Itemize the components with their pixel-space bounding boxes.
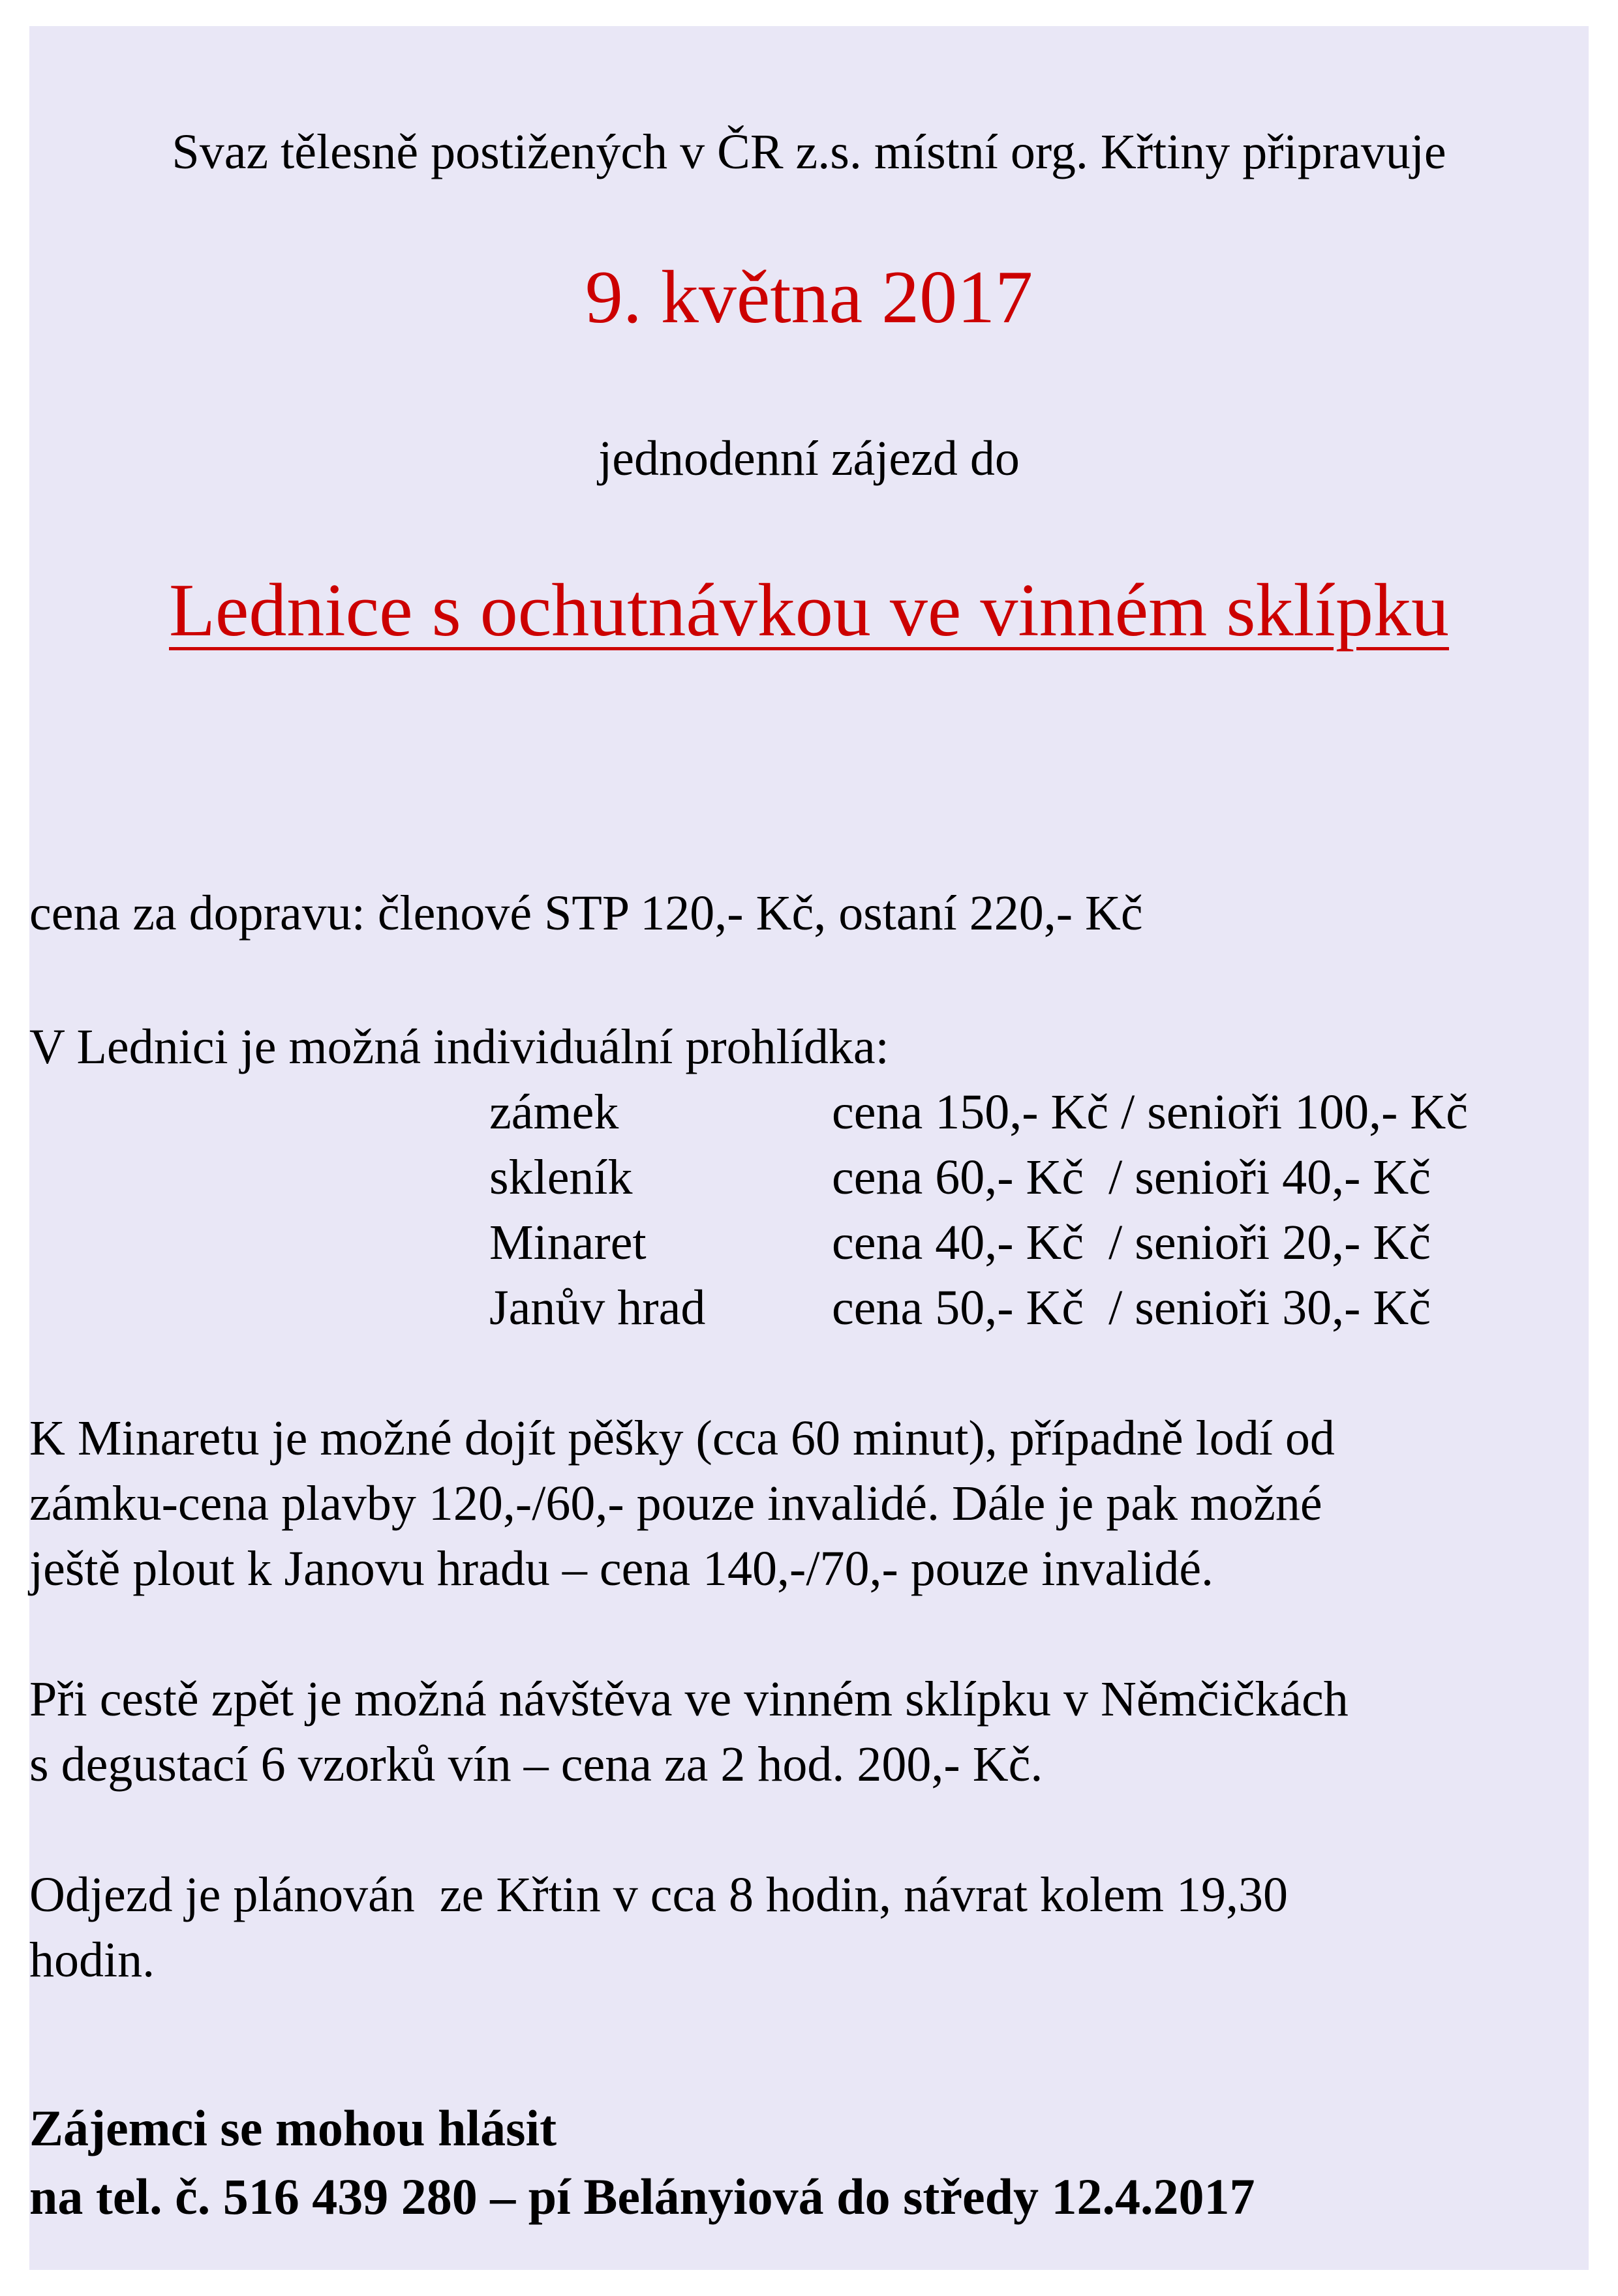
trip-type: jednodenní zájezd do: [598, 431, 1020, 486]
contact-line: na tel. č. 516 439 280 – pí Belányiová do středy 12.4.2017: [29, 2168, 1255, 2225]
paragraph-line: Odjezd je plánován ze Křtin v cca 8 hodin, návrat kolem 19,30: [29, 1867, 1288, 1922]
paragraph-line: zámku-cena plavby 120,-/60,- pouze invalidé. Dále je pak možné: [29, 1476, 1322, 1531]
transport-price: cena za dopravu: členové STP 120,- Kč, ostaní 220,- Kč: [29, 886, 1143, 941]
tour-name: skleník: [489, 1150, 633, 1205]
organization-line: Svaz tělesně postižených v ČR z.s. místní org. Křtiny připravuje: [172, 125, 1446, 179]
tour-name: zámek: [489, 1085, 619, 1140]
contact-line: Zájemci se mohou hlásit: [29, 2100, 557, 2156]
boat-paragraph: [29, 1406, 1335, 1601]
paragraph-line: K Minaretu je možné dojít pěšky (cca 60 minut), případně lodí od: [29, 1411, 1335, 1466]
tour-price: cena 150,- Kč / senioři 100,- Kč: [832, 1085, 1469, 1140]
tour-price: cena 40,- Kč / senioři 20,- Kč: [832, 1215, 1431, 1270]
event-date: 9. května 2017: [585, 256, 1033, 339]
tour-name: Janův hrad: [489, 1280, 706, 1335]
tour-name: Minaret: [489, 1215, 647, 1270]
tour-intro: V Lednici je možná individuální prohlídka:: [29, 1020, 889, 1074]
contact-paragraph: [29, 2094, 1255, 2231]
flyer-page: [29, 26, 1589, 2270]
wine-tasting-paragraph: [29, 1667, 1349, 1797]
destination-title: Lednice s ochutnávkou ve vinném sklípku: [169, 569, 1449, 652]
tour-price: cena 60,- Kč / senioři 40,- Kč: [832, 1150, 1431, 1205]
departure-paragraph: [29, 1862, 1288, 1993]
paragraph-line: s degustací 6 vzorků vín – cena za 2 hod. 200,- Kč.: [29, 1737, 1043, 1792]
paragraph-line: hodin.: [29, 1933, 155, 1987]
paragraph-line: ještě plout k Janovu hradu – cena 140,-/70,- pouze invalidé.: [29, 1541, 1214, 1596]
tour-price: cena 50,- Kč / senioři 30,- Kč: [832, 1280, 1431, 1335]
paragraph-line: Při cestě zpět je možná návštěva ve vinném sklípku v Němčičkách: [29, 1672, 1349, 1727]
